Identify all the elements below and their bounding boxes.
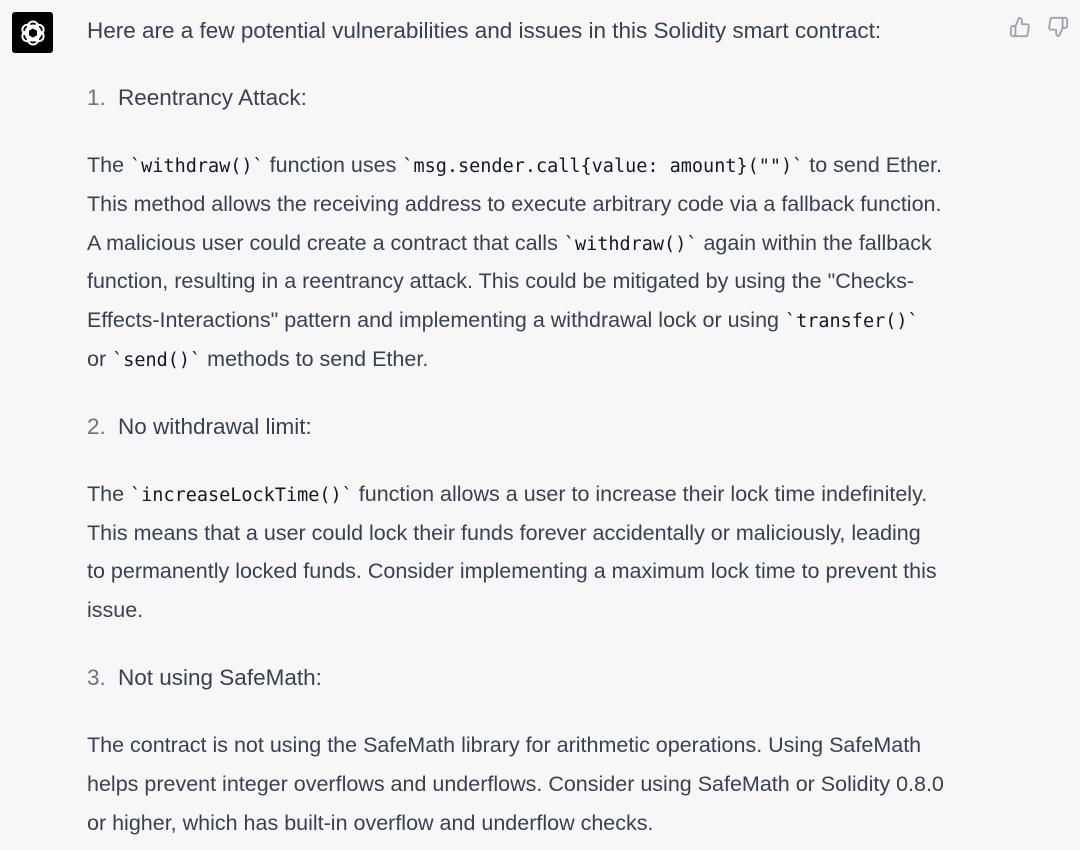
text-segment: or (87, 346, 113, 371)
list-item-title: Not using SafeMath: (118, 664, 322, 690)
like-button[interactable] (1008, 15, 1032, 39)
paragraph-line (87, 765, 1002, 804)
thumbs-up-icon (1009, 16, 1031, 38)
text-segment: helps prevent integer overflows and underflows. Consider using SafeMath or Solidity 0.8.0 (87, 771, 944, 796)
thumbs-down-icon (1047, 16, 1069, 38)
paragraph-line (87, 726, 1002, 765)
text-segment: function, resulting in a reentrancy attack. This could be mitigated by using the "Checks- (87, 269, 915, 294)
inline-code: `withdraw()` (130, 156, 264, 177)
list-item-heading (87, 659, 1002, 697)
text-segment: A malicious user could create a contract that calls (87, 230, 564, 255)
inline-code: `transfer()` (784, 311, 919, 333)
paragraph-line (87, 340, 1002, 379)
list-item-paragraph (87, 475, 1002, 630)
assistant-avatar (12, 12, 53, 53)
list-item-heading (87, 408, 1002, 446)
list-item-paragraph (87, 146, 1002, 379)
text-segment: function allows a user to increase their lock time indefinitely. (352, 481, 928, 506)
text-segment: The contract is not using the SafeMath library for arithmetic operations. Using SafeMath (87, 732, 922, 757)
text-segment: The (87, 153, 131, 177)
vulnerability-list (87, 79, 1002, 842)
list-item-title: No withdrawal limit: (118, 413, 312, 439)
paragraph-line (87, 591, 1002, 630)
list-item-title: Reentrancy Attack: (118, 85, 307, 110)
inline-code: `withdraw()` (563, 233, 698, 255)
text-segment: or higher, which has built-in overflow and underflow checks. (87, 810, 654, 835)
list-item-number: 1. (87, 85, 106, 110)
inline-code: `send()` (112, 349, 202, 371)
text-segment: Effects-Interactions" pattern and implementing a withdrawal lock or using (87, 308, 785, 333)
paragraph-line (87, 262, 1002, 301)
text-segment: to send Ether. (803, 153, 942, 177)
message-content (87, 12, 1002, 842)
feedback-controls (1008, 15, 1070, 39)
dislike-button[interactable] (1046, 15, 1070, 39)
text-segment: issue. (87, 598, 144, 623)
intro-text: Here are a few potential vulnerabilities and issues in this Solidity smart contract: (87, 18, 882, 43)
paragraph-line (87, 804, 1002, 843)
paragraph-line (87, 185, 1002, 224)
openai-logo-icon (18, 18, 48, 48)
list-item-number: 2. (87, 413, 106, 439)
paragraph-line (87, 552, 1002, 591)
paragraph-line (87, 475, 1002, 514)
list-item-number: 3. (87, 664, 106, 690)
list-item-paragraph (87, 726, 1002, 842)
paragraph-line (87, 301, 1002, 340)
text-segment: This method allows the receiving address to execute arbitrary code via a fallback function. (87, 191, 942, 216)
paragraph-line (87, 146, 1002, 185)
paragraph-line (87, 514, 1002, 553)
text-segment: methods to send Ether. (201, 346, 429, 371)
text-segment: to permanently locked funds. Consider implementing a maximum lock time to prevent this (87, 559, 937, 584)
text-segment: The (87, 481, 131, 506)
text-segment: function uses (263, 153, 403, 177)
list-item-heading (87, 79, 1002, 117)
paragraph-line (87, 224, 1002, 263)
inline-code: `msg.sender.call{value: amount}("")` (402, 156, 804, 177)
text-segment: again within the fallback (697, 230, 932, 255)
inline-code: `increaseLockTime()` (130, 484, 353, 506)
text-segment: This means that a user could lock their funds forever accidentally or maliciously, leading (87, 520, 921, 545)
